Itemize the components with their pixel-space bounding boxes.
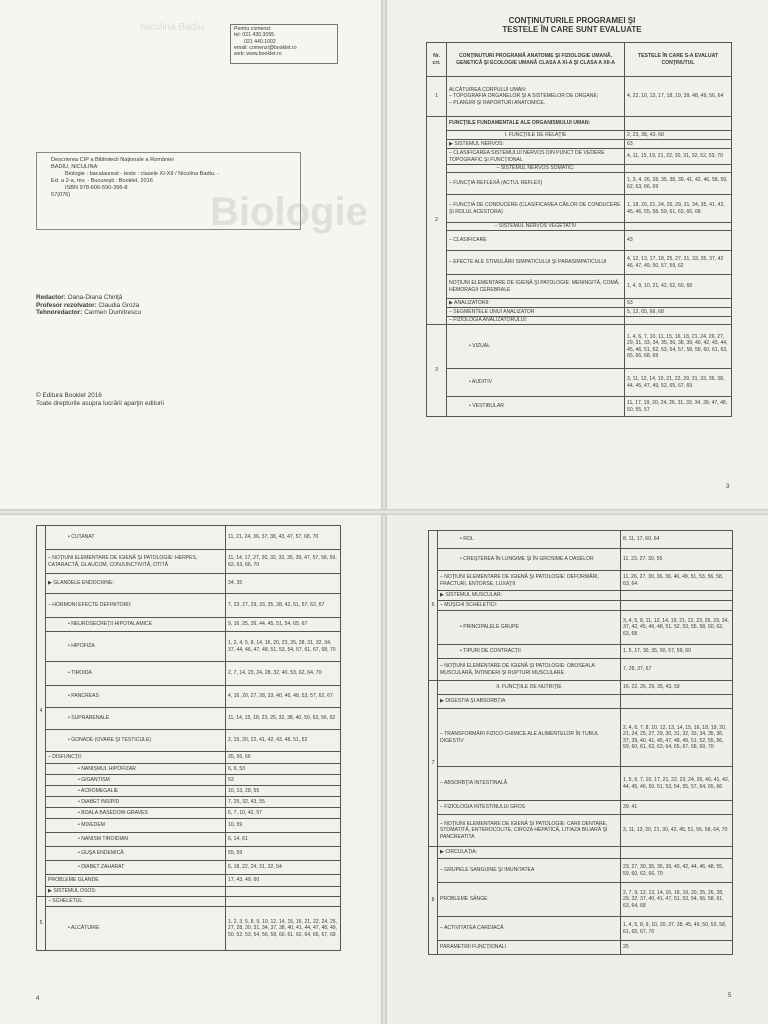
cip-line: ISBN 978-606-590-396-8 [65, 185, 128, 191]
table-row [427, 149, 732, 165]
tests-cell: 6, 14, 61 [226, 833, 341, 847]
tests-cell: 1, 18, 20, 21, 24, 26, 29, 31, 34, 35, 41, 42, 45, 46, 55, 58, 59, 61, 63, 66, 68 [625, 195, 732, 223]
content-cell: ALCĂTUIREA CORPULUI UMAN: – TOPOGRAFIA ORGANELOR ŞI A SISTEMELOR DE ORGANE; – PLANURI ŞI RAPORTURI ANATOMICE. [447, 77, 625, 117]
content-cell: II. FUNCŢIILE DE NUTRIŢIE [438, 681, 621, 695]
rights-line: Toate drepturile asupra lucrării aparţin editurii [36, 399, 164, 407]
table-row [429, 883, 733, 917]
program-table-p3 [426, 42, 732, 417]
page-number: 5 [728, 993, 732, 999]
table-row [37, 786, 341, 797]
table-row [429, 941, 733, 955]
table-row [429, 659, 733, 681]
table-row [427, 275, 732, 299]
content-cell: ▶ ANALIZATORII: [447, 299, 625, 308]
tests-cell: 53 [625, 299, 732, 308]
tests-cell [625, 117, 732, 131]
content-cell: – NOŢIUNI ELEMENTARE DE IGIENĂ ŞI PATOLOGIE: OBOSEALA MUSCULARĂ, ÎNTINDERI ŞI RUPTURI MUSCULARE [438, 659, 621, 681]
table-row [427, 77, 732, 117]
content-cell: • ALCĂTUIRE [46, 907, 226, 951]
content-cell: ▶ DIGESTIA ŞI ABSORBŢIA [438, 695, 621, 709]
tests-cell: 4, 22, 10, 13, 17, 18, 19, 39, 48, 49, 56, 64 [625, 77, 732, 117]
column-header-content: CONŢINUTURI PROGRAMĂ ANATOMIE ŞI FIZIOLOGIE UMANĂ, GENETICĂ ŞI ECOLOGIE UMANĂ CLASA A XI-A ŞI CLASA A XII-A [447, 43, 625, 77]
tests-cell: 2, 7, 14, 23, 24, 28, 32, 40, 53, 62, 64, 70 [226, 662, 341, 686]
row-number: 2 [427, 117, 447, 325]
content-cell: PROBLEME SÂNGE [438, 883, 621, 917]
table-row [37, 847, 341, 861]
content-cell: – NOŢIUNI ELEMENTARE DE IGIENĂ ŞI PATOLOGIE: CARII DENTARE, STOMATITĂ, ENTEROCOLITE, CIROZA HEPATICĂ, LITIAZA BILIARĂ ŞI PANCREATITA [438, 815, 621, 847]
cip-line: 57(076) [51, 192, 71, 198]
title-line: TESTELE ÎN CARE SUNT EVALUATE [502, 25, 642, 34]
table-row [37, 861, 341, 875]
tests-cell [621, 601, 733, 611]
content-cell: • SUPRARENALE [46, 708, 226, 730]
tests-cell [625, 317, 732, 325]
table-row [427, 317, 732, 325]
content-cell: • AUDITIV [447, 369, 625, 397]
tehno-name: Carmen Dumitrescu [84, 309, 142, 317]
table-row [37, 808, 341, 819]
content-cell: PARAMETRII FUNCŢIONALI [438, 941, 621, 955]
tests-cell: 9, 16, 25, 39, 44, 45, 51, 54, 65, 67 [226, 618, 341, 632]
content-cell: – FIZIOLOGIA INTESTINULUI GROS [438, 801, 621, 815]
tests-cell [226, 897, 341, 907]
content-cell: • NANISMUL HIPOFIZAR [46, 764, 226, 775]
page-2 [0, 0, 384, 512]
row-number: 5 [37, 897, 46, 951]
content-cell: PROBLEME GLANDE [46, 875, 226, 887]
page-number: 3 [726, 484, 730, 490]
content-cell: • ACROMEGALIE [46, 786, 226, 797]
ghost-cover-author: Niculina Badiu [140, 22, 204, 33]
tests-cell: 1, 5, 17, 30, 35, 50, 57, 59, 60 [621, 645, 733, 659]
tests-cell: 1, 4, 5, 8, 9, 10, 20, 37, 38, 45, 49, 50, 53, 58, 61, 65, 67, 70 [621, 917, 733, 941]
credits-block [36, 294, 141, 317]
table-row [429, 549, 733, 571]
spread-separator [0, 509, 768, 515]
tests-cell: 4, 16, 20, 27, 28, 33, 40, 46, 48, 53, 57, 62, 67 [226, 686, 341, 708]
table-row [37, 730, 341, 752]
content-cell: • GUŞA ENDEMICĂ [46, 847, 226, 861]
content-cell: • VESTIBULAR [447, 397, 625, 417]
tests-cell: 6, 18, 22, 24, 31, 32, 54 [226, 861, 341, 875]
table-row [37, 797, 341, 808]
row-number: 1 [427, 77, 447, 117]
tests-cell: 4, 11, 15, 19, 21, 22, 30, 31, 32, 52, 53, 70 [625, 149, 732, 165]
table-row [37, 775, 341, 786]
content-cell: ▶ SISTEMUL NERVOS: [447, 140, 625, 149]
tests-cell: 6, 7, 10, 42, 57 [226, 808, 341, 819]
tests-cell: 1, 3, 4, 26, 28, 35, 38, 39, 41, 42, 46, 58, 59, 62, 63, 66, 69 [625, 173, 732, 195]
table-row [37, 907, 341, 951]
copyright-block [36, 392, 164, 407]
tests-cell: 10, 59 [226, 819, 341, 833]
order-line: Pentru comenzi: [234, 26, 272, 32]
table-row [429, 767, 733, 801]
table-row [429, 601, 733, 611]
tests-cell: 1, 4, 6, 7, 10, 11, 15, 16, 18, 21, 24, 26, 27, 29, 31, 33, 34, 35, 36, 38, 39, 40, 42, 43, 44, 45, 46, 51, 52, 53, 54, 57, 58, 59, 60, 61, 63, 65, 66, 68, 69 [625, 325, 732, 369]
content-cell: ▶ GLANDELE ENDOCRINE: [46, 574, 226, 594]
row-number: 3 [427, 325, 447, 417]
table-row [427, 165, 732, 173]
tests-cell: 2, 7, 9, 12, 13, 14, 16, 18, 19, 20, 25, 26, 28, 29, 32, 37, 40, 41, 47, 51, 53, 54, 56, 58, 61, 63, 64, 68 [621, 883, 733, 917]
tests-cell [625, 165, 732, 173]
content-cell: – FIZIOLOGIA ANALIZATORULUI: [447, 317, 625, 325]
tests-cell: 23, 27, 30, 35, 36, 39, 40, 42, 44, 46, 48, 55, 59, 60, 62, 66, 70 [621, 859, 733, 883]
cip-line: BADIU, NICULINA [51, 164, 98, 170]
page-3-title [380, 16, 764, 34]
content-cell: ▶ CIRCULAŢIA: [438, 847, 621, 859]
table-row [37, 764, 341, 775]
content-cell: – FUNCŢIA REFLEXĂ (ACTUL REFLEX) [447, 173, 625, 195]
table-row [37, 662, 341, 686]
table-row [37, 594, 341, 618]
table-row [427, 173, 732, 195]
content-cell: – NOŢIUNI ELEMENTARE DE IGIENĂ ŞI PATOLOGIE: HERPES, CATARACTĂ, GLAUCOM, CONJUNCTIVITĂ, OTITĂ [46, 550, 226, 574]
content-cell: – SEGMENTELE UNUI ANALIZATOR [447, 308, 625, 317]
tests-cell: 4, 12, 13, 17, 18, 25, 27, 31, 33, 35, 37, 42 46, 47, 49, 50, 57, 59, 62 [625, 251, 732, 275]
program-table-p5 [428, 530, 733, 955]
page-number: 4 [36, 996, 40, 1002]
content-cell: ▶ SISTEMUL MUSCULAR: [438, 591, 621, 601]
tests-cell: 7, 23, 27, 29, 33, 35, 38, 42, 51, 57, 62, 67 [226, 594, 341, 618]
tests-cell [621, 847, 733, 859]
title-line: CONŢINUTURILE PROGRAMEI ŞI [508, 16, 636, 25]
table-row [427, 369, 732, 397]
table-row [429, 611, 733, 645]
cip-description-box [36, 152, 301, 230]
tests-cell: 11, 23, 27, 30, 55 [621, 549, 733, 571]
content-cell: • PANCREAS [46, 686, 226, 708]
table-row [427, 131, 732, 140]
table-row [427, 223, 732, 231]
tests-cell: 2, 23, 38, 43, 68 [625, 131, 732, 140]
table-row [37, 686, 341, 708]
content-cell: NOŢIUNI ELEMENTARE DE IGIENĂ ŞI PATOLOGIE: MENINGITĂ, COMĂ, HEMORAGII CEREBRALE [447, 275, 625, 299]
tests-cell: 6, 9, 53 [226, 764, 341, 775]
content-cell: – TRANSFORMĂRI FIZICO-CHIMICE ALE ALIMENTELOR ÎN TUBUL DIGESTIV [438, 709, 621, 767]
table-row [37, 550, 341, 574]
tests-cell [621, 591, 733, 601]
tehno-label: Tehnoredactor: [36, 309, 83, 317]
row-number: 4 [37, 526, 46, 897]
tests-cell: 55, 59 [226, 847, 341, 861]
redactor-label: Redactor: [36, 294, 66, 301]
row-number: 7 [429, 681, 438, 847]
content-cell: – GRUPELE SANGUINE ŞI IMUNITATEA [438, 859, 621, 883]
content-cell: • MIXEDEM [46, 819, 226, 833]
table-row [429, 847, 733, 859]
content-cell: – EFECTE ALE STIMULĂRII SIMPATICULUI ŞI PARASIMPATICULUI [447, 251, 625, 275]
order-contact-box [230, 24, 338, 64]
table-row [427, 299, 732, 308]
tests-cell: 11, 26, 27, 30, 36, 39, 46, 49, 51, 53, 56, 58, 63, 64 [621, 571, 733, 591]
content-cell: • HIPOFIZA [46, 632, 226, 662]
tests-cell: 39, 41 [621, 801, 733, 815]
tests-cell [226, 887, 341, 897]
tests-cell: 1, 5, 6, 7, 10, 17, 21, 22, 23, 24, 26, 40, 41, 42, 44, 45, 46, 50, 51, 53, 54, 55, 57, 64, 65, 66 [621, 767, 733, 801]
tests-cell: 11, 14, 17, 27, 30, 32, 33, 35, 39, 47, 57, 58, 59, 62, 63, 66, 70 [226, 550, 341, 574]
table-row [429, 801, 733, 815]
column-header-tests: TESTELE ÎN CARE S-A EVALUAT CONŢINUTUL [625, 43, 732, 77]
content-cell: – NOŢIUNI ELEMENTARE DE IGIENĂ ŞI PATOLOGIE: DEFORMĂRI, FRACTURI, ENTORSE, LUXAŢII [438, 571, 621, 591]
tests-cell: 1, 2, 3, 5, 8, 9, 10, 12, 14, 15, 16, 21, 22, 24, 25, 27, 28, 30, 31, 34, 37, 38, 40, 41, 44, 47, 48, 49, 50, 52, 53, 54, 56, 58, 60, 61, 62, 64, 65, 67, 69 [226, 907, 341, 951]
ghost-cover-title: Biologie [210, 190, 368, 234]
content-cell: • DIABET INSIPID [46, 797, 226, 808]
content-cell: – CLASIFICAREA SISTEMULUI NERVOS DIN PUNCT DE VEDERE TOPOGRAFIC ŞI FUNCŢIONAL [447, 149, 625, 165]
tests-cell: 17, 43, 49, 60 [226, 875, 341, 887]
cip-line: Ed. a 2-a, rev. - Bucureşti : Booklet, 2016 [51, 178, 153, 184]
table-row [37, 752, 341, 764]
order-line: tel: 021 430.3095 [234, 32, 275, 39]
table-row [427, 308, 732, 317]
table-row [37, 526, 341, 550]
profesor-name: Claudia Groza [98, 301, 140, 309]
cip-line: Biologie : bacalaureat - teste : clasele XI-XII / Niculina Badiu. - [65, 171, 219, 177]
table-row [427, 397, 732, 417]
tests-cell: 10, 13, 28, 55 [226, 786, 341, 797]
table-row [429, 917, 733, 941]
table-row [37, 875, 341, 887]
tests-cell: 3, 11, 13, 20, 21, 30, 42, 45, 51, 56, 58, 64, 70 [621, 815, 733, 847]
tests-cell: 63 [625, 140, 732, 149]
content-cell: • ROL [438, 531, 621, 549]
table-row [429, 645, 733, 659]
tests-cell: 25 [621, 941, 733, 955]
table-row [429, 571, 733, 591]
program-table-p4 [36, 525, 341, 951]
table-row [427, 231, 732, 251]
table-row [429, 591, 733, 601]
tests-cell: 3, 11, 12, 14, 19, 21, 22, 29, 31, 33, 36, 38, 44, 45, 47, 49, 52, 65, 67, 69 [625, 369, 732, 397]
table-row [429, 709, 733, 767]
content-cell: – SCHELETUL: [46, 897, 226, 907]
content-cell: – MUŞCHI SCHELETICI: [438, 601, 621, 611]
tests-cell [621, 695, 733, 709]
tests-cell: 5, 12, 65, 66, 68 [625, 308, 732, 317]
tests-cell: 7, 25, 32, 43, 55 [226, 797, 341, 808]
content-cell: • GIGANTISM [46, 775, 226, 786]
table-row [427, 251, 732, 275]
tests-cell: 11, 17, 19, 20, 24, 26, 31, 33, 34, 39, 47, 48, 50, 55, 57 [625, 397, 732, 417]
table-row [37, 708, 341, 730]
content-cell: • NEUROSECREŢII HIPOTALAMICE [46, 618, 226, 632]
content-cell: – FUNCŢIA DE CONDUCERE (CLASIFICAREA CĂILOR DE CONDUCERE ŞI ROLUL ACESTORA) [447, 195, 625, 223]
table-row [427, 140, 732, 149]
content-cell: • CREŞTEREA ÎN LUNGIME ŞI ÎN GROSIME A OASELOR [438, 549, 621, 571]
tests-cell: 8, 11, 17, 60, 64 [621, 531, 733, 549]
tests-cell: 16, 22, 26, 29, 35, 43, 59 [621, 681, 733, 695]
table-row [37, 887, 341, 897]
copyright-line: © Editura Booklet 2016 [36, 392, 102, 399]
content-cell: • GONADE (OVARE ŞI TESTICULE) [46, 730, 226, 752]
row-number: 6 [429, 531, 438, 681]
tests-cell: 1, 4, 9, 10, 21, 42, 52, 60, 68 [625, 275, 732, 299]
table-row [429, 695, 733, 709]
table-row [429, 859, 733, 883]
content-cell: – ACTIVITATEA CARDIACĂ [438, 917, 621, 941]
row-number: 8 [429, 847, 438, 955]
redactor-name: Oana-Diana Chiriţă [67, 294, 123, 301]
content-cell: • BOALA BASEDOW-GRAVES [46, 808, 226, 819]
table-header [427, 43, 732, 77]
table-row [37, 574, 341, 594]
content-cell: • CUTANAT [46, 526, 226, 550]
table-row [429, 681, 733, 695]
content-cell: FUNCŢIILE FUNDAMENTALE ALE ORGANISMULUI UMAN: [447, 117, 625, 131]
tests-cell: 35, 56, 66 [226, 752, 341, 764]
table-row [37, 819, 341, 833]
tests-cell: 11, 21, 24, 36, 37, 38, 43, 47, 57, 68, 70 [226, 526, 341, 550]
tests-cell: 2, 4, 6, 7, 8, 10, 12, 13, 14, 15, 16, 18, 19, 20, 21, 24, 25, 27, 29, 30, 31, 32, 33, 34, 35, 36, 37, 39, 40, 41, 45, 47, 48, 49, 51, 52, 55, 56, 59, 60, 61, 62, 63, 64, 65, 67, 68, 69, 70 [621, 709, 733, 767]
content-cell: • VIZUAL [447, 325, 625, 369]
content-cell: – HORMONI EFECTE DEFINITORII: [46, 594, 226, 618]
cip-line: Descrierea CIP a Bibliotecii Naţionale a României [51, 157, 174, 163]
order-line: email: comenzi@booklet.ro [234, 44, 297, 51]
tests-cell: 11, 14, 15, 18, 23, 25, 32, 38, 40, 50, 53, 56, 62 [226, 708, 341, 730]
content-cell: • NANISM TIROIDIAN [46, 833, 226, 847]
table-row [37, 897, 341, 907]
tests-cell: 1, 2, 4, 5, 8, 14, 16, 20, 23, 25, 28, 31, 32, 34, 37, 44, 46, 47, 48, 51, 53, 54, 57, 61, 67, 68, 70 [226, 632, 341, 662]
content-cell: • DIABET ZAHARAT [46, 861, 226, 875]
tests-cell: 43 [625, 231, 732, 251]
content-cell: – DISFUNCŢII: [46, 752, 226, 764]
content-cell: – CLASIFICARE [447, 231, 625, 251]
tests-cell: 2, 15, 20, 22, 41, 42, 43, 48, 51, 52 [226, 730, 341, 752]
content-cell: • TIPURI DE CONTRACŢII [438, 645, 621, 659]
tests-cell: 3, 4, 5, 8, 11, 12, 14, 19, 21, 22, 23, 26, 29, 34, 37, 42, 45, 46, 48, 51, 52, 53, 55, 58, 60, 62, 63, 68 [621, 611, 733, 645]
table-row [37, 632, 341, 662]
content-cell: – ABSORBŢIA INTESTINALĂ [438, 767, 621, 801]
table-row [427, 325, 732, 369]
content-cell: – SISTEMUL NERVOS SOMATIC: [447, 165, 625, 173]
content-cell: – SISTEMUL NERVOS VEGETATIV [447, 223, 625, 231]
order-line: web: www.booklet.ro [234, 51, 282, 58]
profesor-label: Profesor rezolvator: [36, 301, 97, 309]
order-line: 021 440.1002 [244, 38, 276, 45]
column-header-nr: Nr. crt. [427, 43, 447, 77]
content-cell: • PRINCIPALELE GRUPE [438, 611, 621, 645]
content-cell: ▶ SISTEMUL OSOS: [46, 887, 226, 897]
tests-cell: 34, 35 [226, 574, 341, 594]
table-row [429, 815, 733, 847]
table-row [429, 531, 733, 549]
tests-cell: 7, 28, 37, 67 [621, 659, 733, 681]
tests-cell [625, 223, 732, 231]
content-cell: • TIROIDA [46, 662, 226, 686]
table-row [427, 195, 732, 223]
content-cell: I. FUNCŢIILE DE RELAŢIE [447, 131, 625, 140]
table-row [37, 618, 341, 632]
tests-cell: 53 [226, 775, 341, 786]
table-row [37, 833, 341, 847]
table-row [427, 117, 732, 131]
